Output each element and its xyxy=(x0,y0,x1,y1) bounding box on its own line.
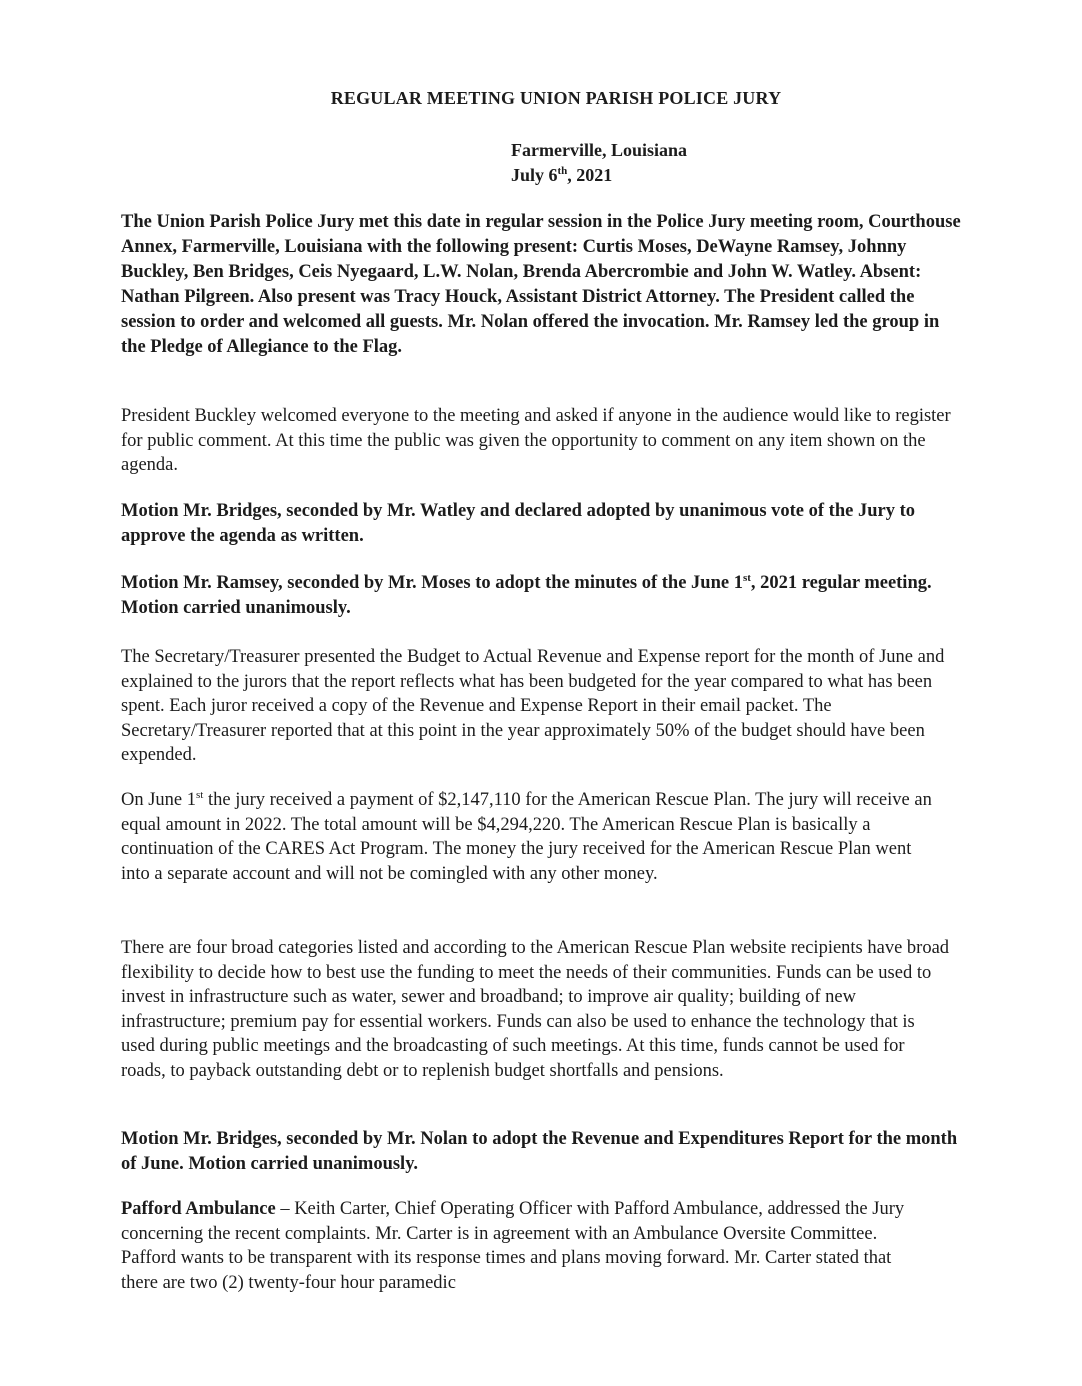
pafford-heading: Pafford Ambulance xyxy=(121,1199,276,1219)
pafford-ambulance-paragraph: Pafford Ambulance – Keith Carter, Chief Operating Officer with Pafford Ambulance, addressed the Jury concerning the recent complaints. Mr. Carter is in agreement with an Ambulance Oversite Committee. Pafford wants to be transparent with its response times and plans moving forward. Mr. Carter stated that there are two (2) twenty-four hour paramedic xyxy=(121,1199,905,1293)
motion-revenue-paragraph: Motion Mr. Bridges, seconded by Mr. Nolan to adopt the Revenue and Expenditures Report for the month of June. Motion carried unanimously. xyxy=(121,1129,958,1174)
meeting-place-date xyxy=(511,138,687,188)
funding-categories-paragraph: There are four broad categories listed and according to the American Rescue Plan website recipients have broad flexibility to decide how to best use the funding to meet the needs of their communities. Funds can be used to invest in infrastructure such as water, sewer and broadband; to improve air quality; building of new infrastructure; premium pay for essential workers. Funds can also be used to enhance the technology that is used during public meetings and the broadcasting of such meetings. At this time, funds cannot be used for roads, to payback outstanding debt or to replenish budget shortfalls and pensions. xyxy=(121,938,950,1081)
document-title: REGULAR MEETING UNION PARISH POLICE JURY xyxy=(330,88,782,108)
meeting-location: Farmerville, Louisiana xyxy=(511,140,687,160)
public-comment-paragraph: President Buckley welcomed everyone to the meeting and asked if anyone in the audience would like to register for public comment. At this time the public was given the opportunity to comment on any item shown on the agenda. xyxy=(121,406,951,475)
meeting-date: July 6th, 2021 xyxy=(511,165,613,185)
attendance-paragraph: The Union Parish Police Jury met this date in regular session in the Police Jury meeting room, Courthouse Annex, Farmerville, Louisiana with the following present: Curtis Moses, DeWayne Ramsey, Johnny Buckley, Ben Bridges, Ceis Nyegaard, L.W. Nolan, Brenda Abercrombie and John W. Watley. Absent: Nathan Pilgreen. Also present was Tracy Houck, Assistant District Attorney. The President called the session to order and welcomed all guests. Mr. Nolan offered the invocation. Mr. Ramsey led the group in the Pledge of Allegiance to the Flag. xyxy=(121,212,961,357)
motion-agenda-paragraph: Motion Mr. Bridges, seconded by Mr. Watley and declared adopted by unanimous vote of the Jury to approve the agenda as written. xyxy=(121,501,916,546)
american-rescue-plan-paragraph: On June 1st the jury received a payment of $2,147,110 for the American Rescue Plan. The jury will receive an equal amount in 2022. The total amount will be $4,294,220. The American Rescue Plan is basically a continuation of the CARES Act Program. The money the jury received for the American Rescue Plan went into a separate account and will not be comingled with any other money. xyxy=(121,788,932,884)
budget-report-paragraph: The Secretary/Treasurer presented the Budget to Actual Revenue and Expense report for the month of June and explained to the jurors that the report reflects what has been budgeted for the year compared to what has been spent. Each juror received a copy of the Revenue and Expense Report in their email packet. The Secretary/Treasurer reported that at this point in the year approximately 50% of the budget should have been expended. xyxy=(121,647,945,765)
motion-minutes-paragraph: Motion Mr. Ramsey, seconded by Mr. Moses to adopt the minutes of the June 1st, 2021 regular meeting. Motion carried unanimously. xyxy=(121,571,932,618)
